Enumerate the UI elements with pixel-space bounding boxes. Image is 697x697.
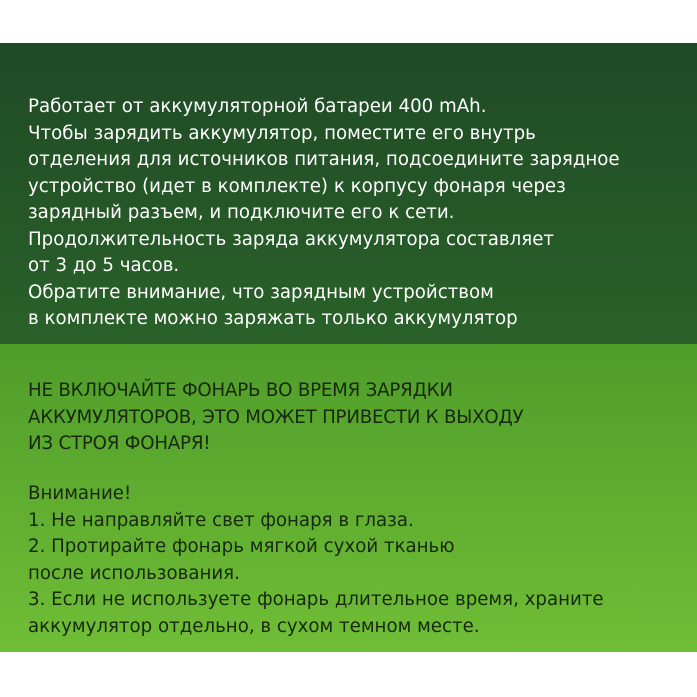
warning-line: ИЗ СТРОЯ ФОНАРЯ! xyxy=(28,433,211,454)
warning-text xyxy=(28,378,523,458)
notes-heading: Внимание! xyxy=(28,483,132,504)
info-line: Продолжительность заряда аккумулятора составляет xyxy=(28,228,554,250)
info-line: в комплекте можно заряжать только аккумулятор xyxy=(28,308,518,329)
notes-line: аккумулятор отдельно, в сухом темном месте. xyxy=(28,615,480,637)
notes-line: 3. Если не используете фонарь длительное время, храните xyxy=(28,589,604,610)
info-line: отделения для источников питания, подсоедините зарядное xyxy=(28,149,620,170)
charging-info-text xyxy=(28,94,620,333)
notes-line: после использования. xyxy=(28,562,240,584)
info-line: Обратите внимание, что зарядным устройством xyxy=(28,281,494,303)
info-line: зарядный разъем, и подключите его к сети. xyxy=(28,202,455,223)
info-line: Чтобы зарядить аккумулятор, поместите его внутрь xyxy=(28,122,536,144)
notes-line: 1. Не направляйте свет фонаря в глаза. xyxy=(28,509,414,531)
caution-notes-text xyxy=(28,481,604,640)
warning-line: АККУМУЛЯТОРОВ, ЭТО МОЖЕТ ПРИВЕСТИ К ВЫХОДУ xyxy=(28,406,524,428)
info-line: устройство (идет в комплекте) к корпусу фонаря через xyxy=(28,175,566,197)
info-line: от 3 до 5 часов. xyxy=(28,255,180,276)
notes-line: 2. Протирайте фонарь мягкой сухой тканью xyxy=(28,536,455,557)
info-line: Работает от аккумуляторной батареи 400 mAh. xyxy=(28,96,487,117)
warning-line: НЕ ВКЛЮЧАЙТЕ ФОНАРЬ ВО ВРЕМЯ ЗАРЯДКИ xyxy=(28,380,453,401)
